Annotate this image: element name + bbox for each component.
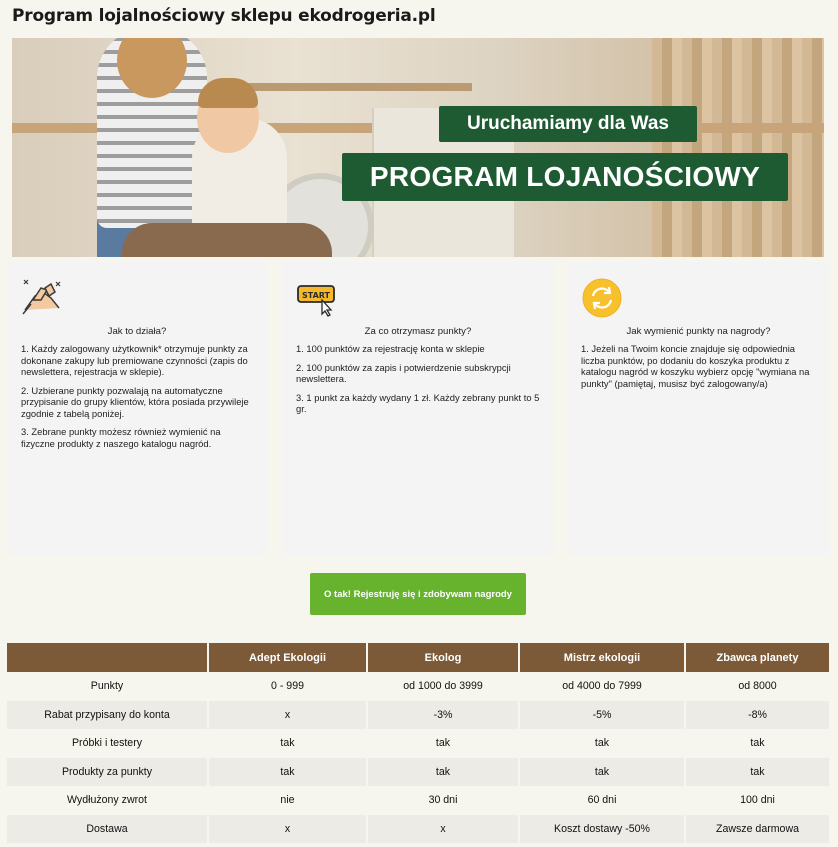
- card-how-it-works: [7, 262, 267, 556]
- table-cell: 60 dni: [519, 786, 685, 815]
- table-header-row: [7, 643, 829, 672]
- banner-headline: PROGRAM LOJANOŚCIOWY: [342, 153, 788, 201]
- table-row: [7, 815, 829, 844]
- start-button-icon: [296, 278, 338, 318]
- start-icon-text: START: [301, 291, 331, 300]
- table-cell: Koszt dostawy -50%: [519, 815, 685, 844]
- table-header-cell: Zbawca planety: [685, 643, 829, 672]
- card-title: Jak wymienić punkty na nagrody?: [626, 326, 771, 337]
- banner-wood-wall: [652, 38, 824, 257]
- page-title: Program lojalnościowy sklepu ekodrogeria.pl: [12, 6, 436, 26]
- table-cell: tak: [367, 729, 519, 758]
- table-cell: tak: [208, 758, 367, 787]
- card-body: [581, 343, 816, 396]
- exchange-arrows-icon: [581, 278, 623, 318]
- table-cell: tak: [519, 729, 685, 758]
- table-cell: tak: [367, 758, 519, 787]
- banner-basket: [122, 223, 332, 257]
- table-row: [7, 729, 829, 758]
- table-cell: Punkty: [7, 672, 208, 701]
- card-paragraph: 3. 1 punkt za każdy wydany 1 zł. Każdy zebrany punkt to 5 gr.: [296, 391, 540, 414]
- table-header-cell: Ekolog: [367, 643, 519, 672]
- table-header-cell: [7, 643, 208, 672]
- table-cell: -8%: [685, 701, 829, 730]
- card-title: Za co otrzymasz punkty?: [364, 326, 472, 337]
- banner-subtitle: Uruchamiamy dla Was: [439, 106, 697, 142]
- table-cell: x: [208, 701, 367, 730]
- table-cell: x: [367, 815, 519, 844]
- table-cell: nie: [208, 786, 367, 815]
- table-cell: x: [208, 815, 367, 844]
- register-button[interactable]: O tak! Rejestruję się i zdobywam nagrody: [310, 573, 526, 615]
- card-paragraph: 1. Każdy zalogowany użytkownik* otrzymuje punkty za dokonane zakupy lub premiowane czynności (zapis do newslettera, rejestracja w sklepie).: [21, 343, 248, 377]
- table-cell: 100 dni: [685, 786, 829, 815]
- card-body: [21, 343, 253, 456]
- table-cell: Próbki i testery: [7, 729, 208, 758]
- table-cell: 0 - 999: [208, 672, 367, 701]
- table-cell: tak: [519, 758, 685, 787]
- table-cell: Dostawa: [7, 815, 208, 844]
- table-cell: tak: [208, 729, 367, 758]
- hero-banner: [12, 38, 824, 257]
- table-cell: Wydłużony zwrot: [7, 786, 208, 815]
- table-cell: od 8000: [685, 672, 829, 701]
- table-header-cell: Adept Ekologii: [208, 643, 367, 672]
- table-row: [7, 701, 829, 730]
- table-row: [7, 758, 829, 787]
- card-paragraph: 1. Jeżeli na Twoim koncie znajduje się odpowiednia liczba punktów, po dodaniu do koszyka produktu z katalogu nagród w koszyku wybierz opcję "wymiana na punkty" (pamiętaj, musisz być zalogowany/a): [581, 343, 810, 389]
- table-cell: od 4000 do 7999: [519, 672, 685, 701]
- card-earn-points: [282, 262, 554, 556]
- card-paragraph: 1. 100 punktów za rejestrację konta w sklepie: [296, 343, 485, 354]
- table-cell: Zawsze darmowa: [685, 815, 829, 844]
- table-cell: tak: [685, 729, 829, 758]
- card-paragraph: 2. Uzbierane punkty pozwalają na automatyczne przypisanie do grupy klientów, która posiada przywileje zgodnie z tabelą poniżej.: [21, 384, 249, 419]
- table-cell: 30 dni: [367, 786, 519, 815]
- table-row: [7, 672, 829, 701]
- table-cell: Produkty za punkty: [7, 758, 208, 787]
- table-cell: -5%: [519, 701, 685, 730]
- table-row: [7, 786, 829, 815]
- card-paragraph: 2. 100 punktów za zapis i potwierdzenie subskrypcji newslettera.: [296, 361, 511, 384]
- card-body: [296, 343, 540, 422]
- card-paragraph: 3. Zebrane punkty możesz również wymienić na fizyczne produkty z naszego katalogu nagród.: [21, 426, 221, 449]
- table-header-cell: Mistrz ekologii: [519, 643, 685, 672]
- card-title: Jak to działa?: [107, 326, 167, 337]
- loyalty-tiers-table: [7, 643, 829, 843]
- table-cell: -3%: [367, 701, 519, 730]
- table-cell: tak: [685, 758, 829, 787]
- handshake-icon: [21, 278, 63, 318]
- table-cell: od 1000 do 3999: [367, 672, 519, 701]
- card-redeem-points: [567, 262, 830, 556]
- table-cell: Rabat przypisany do konta: [7, 701, 208, 730]
